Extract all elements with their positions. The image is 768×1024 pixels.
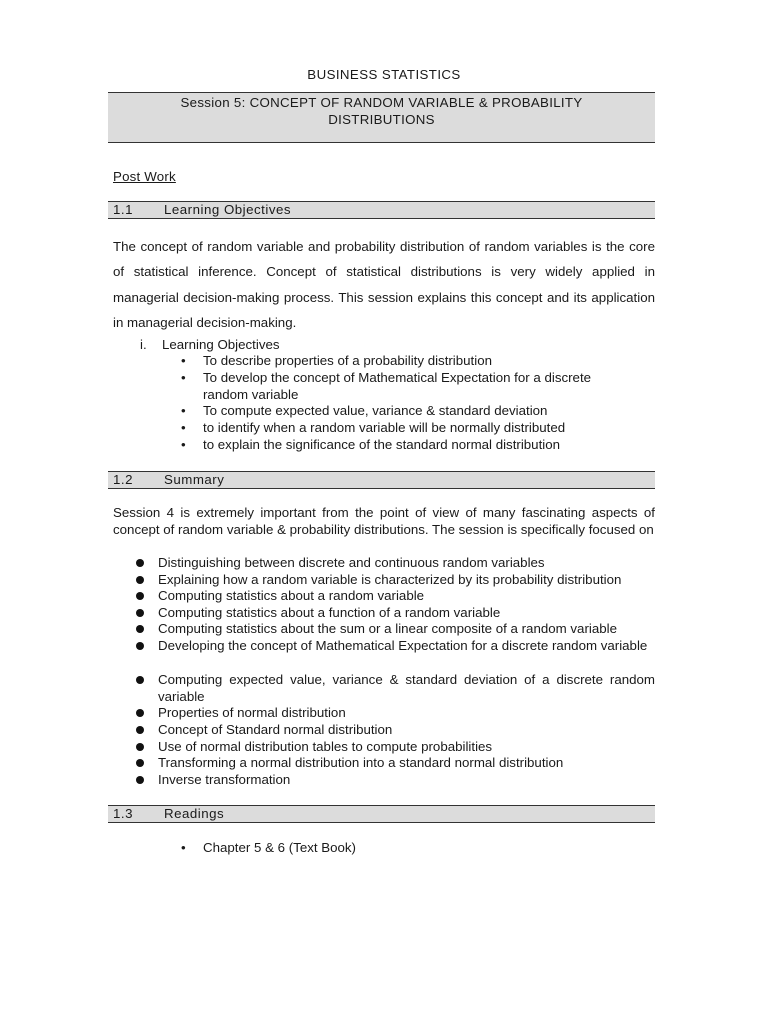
summary-text: Use of normal distribution tables to compute probabilities [158,739,493,754]
bullet-icon [136,709,144,717]
objective-text: To compute expected value, variance & standard deviation [203,403,548,418]
summary-item [136,588,655,605]
objective-text: To develop the concept of Mathematical Expectation for a discrete random variable [203,370,592,402]
summary-item [136,705,655,722]
reading-text: Chapter 5 & 6 (Text Book) [203,840,356,855]
bullet-icon [136,759,144,767]
summary-item [136,555,655,572]
summary-item [136,605,655,622]
summary-item [136,672,655,705]
bullet-icon: • [181,420,186,435]
session-title-box [108,92,655,143]
summary-item [136,638,655,655]
learning-objectives-paragraph: The concept of random variable and probability distribution of random variables is the core of statistical inference. Concept of statistical distributions is very widely applied in managerial decision-making process. This session explains this concept and its application in managerial decision-making. [113,239,655,330]
objective-item [181,353,621,370]
summary-text: Computing statistics about a random variable [158,588,425,603]
course-title: BUSINESS STATISTICS [307,67,461,82]
objective-text: to explain the significance of the standard normal distribution [203,437,561,452]
session-title-line-1: Session 5: CONCEPT OF RANDOM VARIABLE & PROBABILITY [180,95,583,110]
bullet-icon [136,642,144,650]
roman-numeral: i. [140,337,147,352]
bullet-icon [136,609,144,617]
bullet-icon [136,743,144,751]
summary-text: Developing the concept of Mathematical Expectation for a discrete random variable [158,638,648,653]
section-title: Summary [164,472,225,487]
summary-item [136,739,655,756]
bullet-icon [136,576,144,584]
summary-text: Inverse transformation [158,772,291,787]
section-number: 1.1 [113,202,133,217]
summary-text: Transforming a normal distribution into a standard normal distribution [158,755,564,770]
summary-item [136,755,655,772]
bullet-icon: • [181,353,186,368]
bullet-icon [136,776,144,784]
section-number: 1.2 [113,472,133,487]
bullet-icon [136,559,144,567]
bullet-icon [136,676,144,684]
bullet-icon [136,592,144,600]
summary-text: Properties of normal distribution [158,705,346,720]
summary-item [136,772,655,789]
bullet-icon: • [181,370,186,385]
objective-item [181,420,621,437]
summary-text: Explaining how a random variable is characterized by its probability distribution [158,572,622,587]
objective-text: to identify when a random variable will be normally distributed [203,420,566,435]
post-work-heading: Post Work [113,169,176,184]
summary-text: Computing expected value, variance & standard deviation of a discrete random variable [158,672,655,704]
section-header-summary [108,471,655,489]
bullet-icon: • [181,437,186,452]
summary-text: Distinguishing between discrete and continuous random variables [158,555,545,570]
section-number: 1.3 [113,806,133,821]
bullet-icon [136,625,144,633]
objective-item [181,403,621,420]
summary-item [136,722,655,739]
section-header-readings [108,805,655,823]
roman-list-title: Learning Objectives [162,337,280,352]
bullet-icon: • [181,403,186,418]
summary-text: Computing statistics about the sum or a linear composite of a random variable [158,621,617,636]
summary-paragraph: Session 4 is extremely important from the point of view of many fascinating aspects of concept of random variable & probability distributions. The session is specifically focused on [113,505,655,537]
objective-item [181,370,621,403]
section-header-learning-objectives [108,201,655,219]
summary-text: Concept of Standard normal distribution [158,722,393,737]
summary-text: Computing statistics about a function of a random variable [158,605,501,620]
bullet-icon [136,726,144,734]
session-title-line-2: DISTRIBUTIONS [328,111,435,127]
bullet-icon: • [181,840,186,855]
summary-item [136,572,655,589]
section-title: Learning Objectives [164,202,292,217]
reading-item [181,840,356,857]
objective-text: To describe properties of a probability distribution [203,353,492,368]
section-title: Readings [164,806,225,821]
objective-item [181,437,621,454]
summary-item [136,621,655,638]
